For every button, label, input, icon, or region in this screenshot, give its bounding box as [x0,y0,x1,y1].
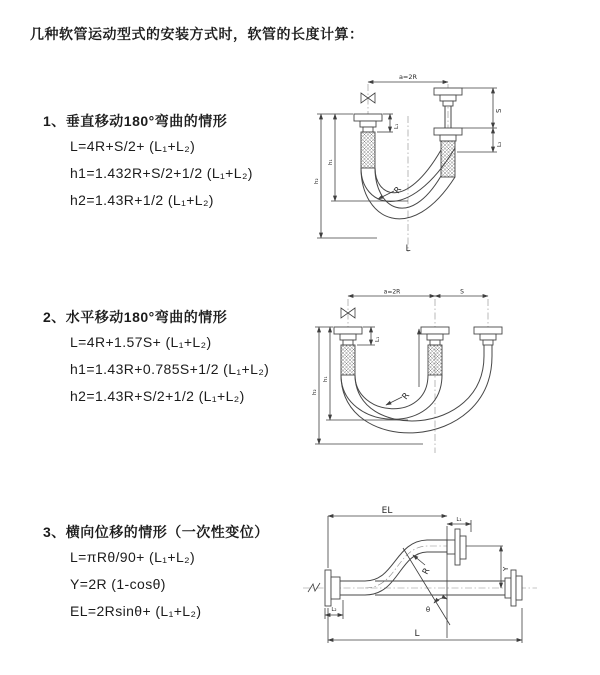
dim-label-s: S [460,288,464,296]
dim-label-l2: L₂ [331,607,337,613]
section-3-formula-L: L=πRθ/90+ (L₁+L₂) [70,549,196,565]
section-2-formula-L: L=4R+1.57S+ (L₁+L₂) [70,334,212,350]
dim-label-l1: L₁ [375,336,381,342]
dimension-labels [331,506,510,639]
dim-label-l1: L₁ [456,517,462,523]
page-title: 几种软管运动型式的安装方式时，软管的长度计算： [30,26,364,42]
length-label: L [405,244,411,254]
section-2-formula-h2: h2=1.43R+S/2+1/2 (L₁+L₂) [70,388,245,404]
dimension-lines [317,82,497,238]
braided-hose-sections [341,345,442,375]
section-1-formula-h2: h2=1.43R+1/2 (L₁+L₂) [70,192,214,208]
hose-curves [341,356,492,433]
radius-label: R [392,185,405,196]
section-2-formula-h1: h1=1.43R+0.785S+1/2 (L₁+L₂) [70,361,270,377]
dim-label-el: EL [381,506,393,516]
dim-label-a2r: a=2R [398,73,418,81]
dim-label-h1: h₁ [328,159,334,165]
dim-label-y: Y [502,566,510,571]
hose-curves [365,540,447,595]
dim-label-a2r: a=2R [383,288,401,296]
section-1-formula-h1: h1=1.432R+S/2+1/2 (L₁+L₂) [70,165,253,181]
section-1-heading: 1、垂直移动180°弯曲的情形 [43,113,228,129]
section-1-formula-L: L=4R+S/2+ (L₁+L₂) [70,138,196,154]
radius-label: R [400,391,413,402]
section-3-formula-Y: Y=2R (1-cosθ) [70,576,166,592]
flange-fittings [334,327,502,356]
pipe-break-mark [308,583,320,592]
dim-label-h2: h₂ [312,389,318,395]
centerlines [368,84,448,252]
dim-label-l: L [414,629,420,639]
section-3-heading: 3、横向位移的情形（一次性变位） [43,524,269,540]
diagram-vertical-movement [305,68,520,258]
dim-label-h2: h₂ [314,178,320,184]
diagram-lateral-displacement [295,500,545,650]
radius-label: R [420,566,433,577]
dimension-lines [325,516,522,643]
angle-theta-label: θ [425,606,431,614]
centerlines [348,299,488,453]
dim-label-l1: L₁ [394,123,400,129]
section-3-formula-EL: EL=2Rsinθ+ (L₁+L₂) [70,603,202,619]
dimension-labels [314,73,503,254]
dim-label-s: S [495,108,503,113]
diagram-horizontal-movement [308,283,543,463]
angle-construction [403,526,450,638]
dim-label-l2: L₂ [497,141,503,147]
dim-label-h1: h₁ [323,376,329,382]
section-2-heading: 2、水平移动180°弯曲的情形 [43,309,228,325]
